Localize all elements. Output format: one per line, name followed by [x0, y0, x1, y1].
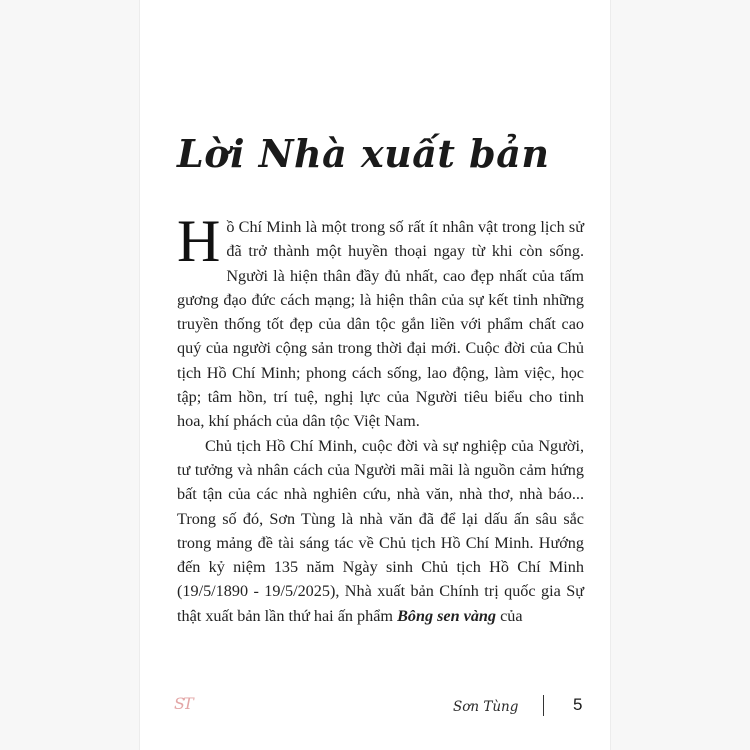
- paragraph-1-text: ồ Chí Minh là một trong số rất ít nhân vật trong lịch sử đã trở thành một huyền thoại ngay từ khi còn sống. Người là hiện thân đầy đủ nhất, cao đẹp nhất của tấm gương đạo đức cách mạng; là hiện thân của sự kết tinh những truyền thống tốt đẹp của dân tộc gắn liền với phẩm chất cao quý của người cộng sản trong thời đại mới. Cuộc đời của Chủ tịch Hồ Chí Minh; phong cách sống, lao động, làm việc, học tập; tâm hồn, trí tuệ, nghị lực của Người tiêu biểu cho tinh hoa, khí phách của dân tộc Việt Nam.: [177, 218, 584, 431]
- drop-cap: H: [177, 208, 221, 274]
- publisher-logo-icon: ST: [174, 694, 192, 713]
- paragraph-1: [177, 208, 584, 434]
- book-title: Bông sen vàng: [397, 606, 497, 625]
- footer-divider: [543, 695, 544, 716]
- paragraph-2: [177, 434, 584, 628]
- paragraph-2-text: Chủ tịch Hồ Chí Minh, cuộc đời và sự nghiệp của Người, tư tưởng và nhân cách của Người mãi mãi là nguồn cảm hứng bất tận của các nhà nghiên cứu, nhà văn, nhà thơ, nhà báo... Trong số đó, Sơn Tùng là nhà văn đã để lại dấu ấn sâu sắc trong mảng đề tài sáng tác về Chủ tịch Hồ Chí Minh. Hướng đến kỷ niệm 135 năm Ngày sinh Chủ tịch Hồ Chí Minh (19/5/1890 - 19/5/2025), Nhà xuất bản Chính trị quốc gia Sự thật xuất bản lần thứ hai ấn phẩm: [177, 436, 584, 625]
- footer-author: Sơn Tùng: [453, 699, 519, 715]
- paragraph-2-tail: của: [496, 606, 523, 625]
- body-text: [177, 208, 584, 628]
- page-title: Lời Nhà xuất bản: [177, 131, 550, 176]
- page-number: 5: [573, 695, 583, 714]
